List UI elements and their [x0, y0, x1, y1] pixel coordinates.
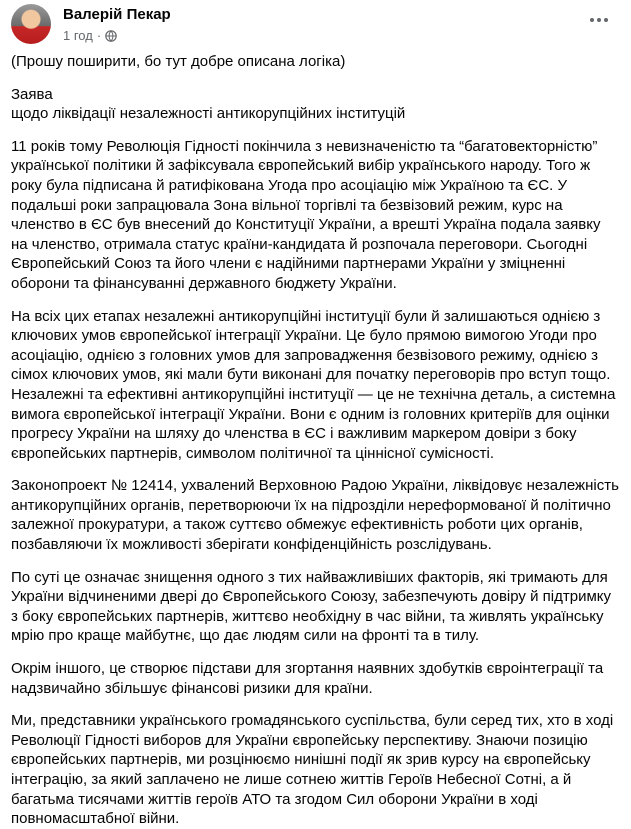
more-dots-icon — [604, 18, 608, 22]
post-paragraph: Окрім іншого, це створює підстави для згортання наявних здобутків євроінтеграції та надзвичайно збільшує фінансові ризики для країни. — [11, 660, 604, 697]
post-intro: (Прошу поширити, бо тут добре описана логіка) — [11, 53, 346, 70]
post-paragraph: На всіх цих етапах незалежні антикорупційні інституції були й залишаються однією з ключових умов європейської інтеграції України. Це було прямою вимогою Угоди про асоціацію, однією з головних умов для запровадження безвізового режиму, однією з сімох ключових умов, які мали бути виконані для початку переговорів про вступ тощо. Незалежні та ефективні антикорупційні інституції — це не технічна деталь, а системна вимога європейської інтеграції України. Вони є одним із головних критеріїв для оцінки прогресу України на шляху до членства в ЄС і важливим маркером довіри з боку європейських партнерів, символом політичної та ціннісної сумісності. — [11, 307, 616, 462]
more-dots-icon — [597, 18, 601, 22]
post-paragraph: Ми, представники українського громадянського суспільства, були серед тих, хто в ході Революції Гідності виборов для України європейську перспективу. Знаючи позицію європейських партнерів, ми розцінюємо нинішні події як зрив курсу на європейську інтеграцію, за який заплачено не лише сотнею життів Героїв Небесної Сотні, а й багатьма тисячами життів героїв АТО та згодом Сил оборони України в ході повномасштабної війни. — [11, 712, 614, 828]
post-meta — [63, 28, 117, 43]
post-paragraph: 11 років тому Революція Гідності покінчила з невизначеністю та “багатовекторністю” української політики й зафіксувала європейський вибір українського народу. Того ж року була підписана й ратифікована Угода про асоціацію між Україною та ЄС. У подальші роки запрацювала Зона вільної торгівлі та безвізовий режим, курс на членство в ЄС був внесений до Конституції України, а врешті Україна подала заявку на членство, отримала статус країни-кандидата й розпочала переговори. Сьогодні Європейський Союз та його члени є надійними партнерами України у зміцненні оборони та фінансуванні державного бюджету України. — [11, 137, 601, 292]
statement-title: Заява — [11, 85, 53, 103]
post-body — [11, 52, 619, 829]
post-header — [11, 0, 619, 52]
more-dots-icon — [590, 18, 594, 22]
post-time[interactable]: 1 год — [63, 28, 93, 43]
more-options-button[interactable] — [583, 8, 615, 32]
post-paragraph: По суті це означає знищення одного з тих найважливіших факторів, які тримають для України відчиненими двері до Європейського Союзу, забезпечують довіру й підтримку з боку європейських партнерів, життєво необхідну в час війни, та живлять українську мрію про краще майбутнє, що дає людям сили на фронті та в тилу. — [11, 568, 611, 645]
avatar[interactable] — [11, 4, 51, 44]
globe-icon[interactable] — [105, 30, 117, 42]
post-paragraph: Законопроект № 12414, ухвалений Верховною Радою України, ліквідовує незалежність антикорупційних органів, перетворюючи їх на підрозділи нереформованої й політично залежної прокуратури, а також суттєво обмежує ефективність роботи цих органів, позбавляючи їх можливості зберігати конфіденційність розслідувань. — [11, 477, 619, 554]
statement-subtitle: щодо ліквідації незалежності антикорупційних інституцій — [11, 105, 406, 123]
meta-separator: · — [96, 28, 102, 43]
author-name[interactable]: Валерій Пекар — [63, 6, 171, 23]
